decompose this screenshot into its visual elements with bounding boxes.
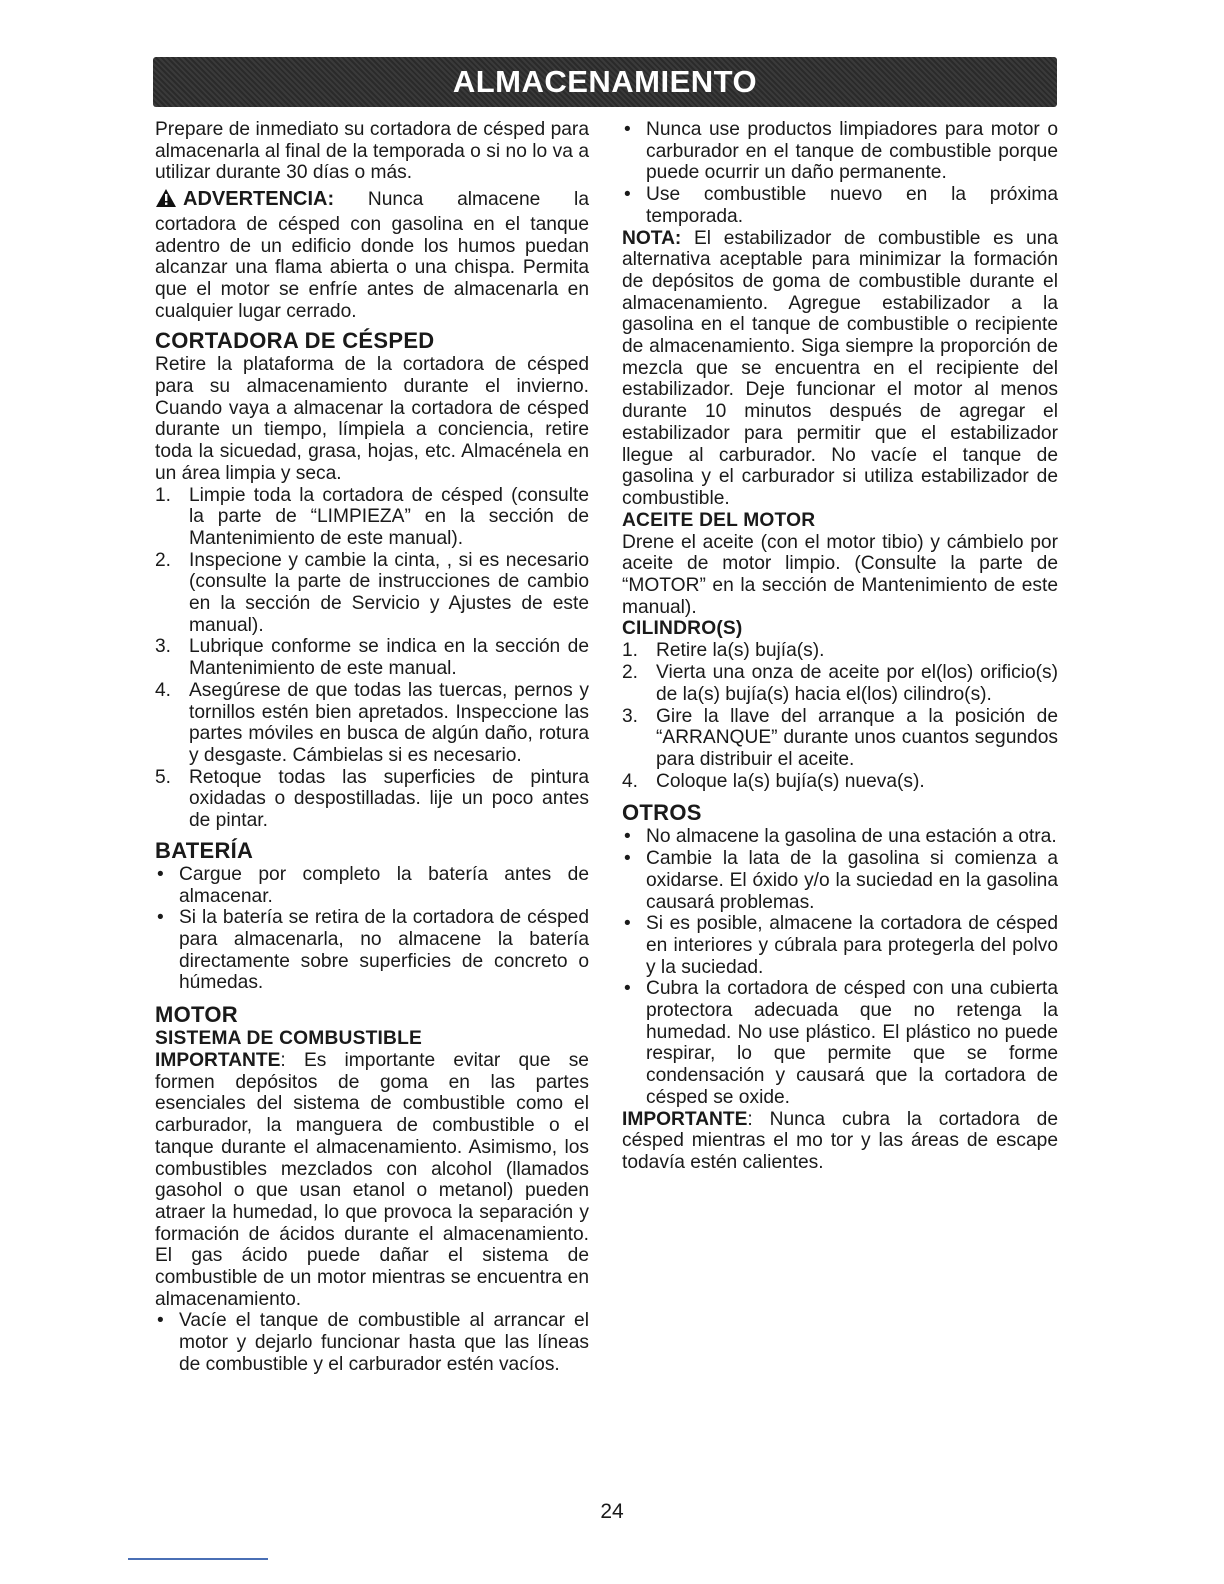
cylinders-heading: CILINDRO(S) [622,618,743,640]
list-item: 2. Inspecione y cambie la cinta, , si es necesario (consulte la parte de instrucciones de cambio en la sección de Servicio y Ajustes de este manual). [155,549,589,636]
others-heading: OTROS [622,800,702,826]
warning-text: Nunca almacene la cortadora de césped con gasolina en el tanque adentro de un edificio donde los humos puedan alcanzar una flama abierta o una chispa. Permita que el motor se enfríe antes de almacenarla en cualquier lugar cerrado. [155,189,589,322]
fuel-system-heading: SISTEMA DE COMBUSTIBLE [155,1028,422,1050]
right-column [622,119,1058,1174]
bullet-icon: • [624,119,631,140]
list-item: • No almacene la gasolina de una estación a otra. [624,826,1057,848]
list-item: 5. Retoque todas las superficies de pintura oxidadas o despostilladas. lije un poco antes de pintar. [155,766,589,832]
left-column [155,119,589,1376]
bullet-icon: • [157,907,164,929]
bullet-icon: • [157,1310,164,1332]
others-important-paragraph: IMPORTANTE: Nunca cubra la cortadora de césped mientras el mo tor y las áreas de escape todavía estén calientes. [622,1108,1058,1173]
list-item: • Cubra la cortadora de césped con una cubierta protectora adecuada que no retenga la humedad. No use plástico. El plástico no puede respirar, lo que permite que se forme condensación y causará que la cortadora de césped se oxide. [624,978,1058,1108]
list-item: • Use combustible nuevo en la próxima temporada. [624,184,1058,227]
list-item: 1. Retire la(s) bujía(s). [622,640,825,662]
nota-label: NOTA: [622,227,682,249]
warning-triangle-icon [155,188,177,214]
mower-steps [155,485,589,832]
list-item: • Cambie la lata de la gasolina si comienza a oxidarse. El óxido y/o la suciedad en la gasolina causará problemas. [624,848,1058,913]
list-item: 3. Lubrique conforme se indica en la sección de Mantenimiento de este manual. [155,636,589,680]
list-item: • Cargue por completo la batería antes de almacenar. [157,863,589,907]
engine-oil-heading: ACEITE DEL MOTOR [622,509,816,531]
engine-oil-paragraph: Drene el aceite (con el motor tibio) y cámbielo por aceite de motor limpio. (Consulte la parte de “MOTOR” en la sección de Mantenimiento de este manual). [622,531,1058,618]
footer-rule [128,1558,268,1560]
nota-paragraph: NOTA: El estabilizador de combustible es una alternativa aceptable para minimizar la formación de depósitos de goma de combustible durante el almacenamiento. Agregue estabilizador a la gasolina en el tanque de combustible o recipiente de almacenamiento. Siga siempre la proporción de mezcla que se encuentra en el recipiente del estabilizador. Deje funcionar el motor al menos durante 10 minutos después de agregar el estabilizador para permitir que el estabilizador llegue al carburador. No vacíe el tanque de gasolina y el carburador si utiliza estabilizador de combustible. [622,227,1058,509]
battery-heading: BATERÍA [155,837,254,863]
section-banner [153,57,1057,107]
bullet-icon: • [624,848,631,870]
fuel-important-paragraph: IMPORTANTE: Es importante evitar que se formen depósitos de goma en las partes esenciales del sistema de combustible como el carburador, la manguera de combustible o el tanque durante el almacenamiento. Asimismo, los combustibles mezclados con alcohol (llamados gasohol o que usan etanol o metanol) pueden atraer la humedad, lo que provoca la separación y formación de ácidos durante el almacenamiento. El gas ácido puede dañar el sistema de combustible de un motor mientras se encuentra en almacenamiento. [155,1050,589,1310]
warning-label: ADVERTENCIA: [183,188,335,211]
warning-paragraph [155,188,589,322]
bullet-icon: • [624,978,631,1000]
mower-intro: Retire la plataforma de la cortadora de césped para su almacenamiento durante el invierno. Cuando vaya a almacenar la cortadora de césped durante un tiempo, límpiela a conciencia, retire toda la sicuedad, grasa, hojas, etc. Almacénela en un área limpia y seca. [155,354,589,484]
motor-heading: MOTOR [155,1002,238,1028]
page-number: 24 [600,1500,624,1523]
list-item: 1. Limpie toda la cortadora de césped (consulte la parte de “LIMPIEZA” en la sección de Mantenimiento de este manual). [155,484,589,549]
list-item: • Nunca use productos limpiadores para motor o carburador en el tanque de combustible porque puede ocurrir un daño permanente. [624,119,1058,184]
intro-paragraph: Prepare de inmediato su cortadora de césped para almacenarla al final de la temporada o si no lo va a utilizar durante 30 días o más. [155,119,589,184]
list-item: 3. Gire la llave del arranque a la posición de “ARRANQUE” durante unos cuantos segundos para distribuir el aceite. [622,705,1058,770]
important-label: IMPORTANTE [155,1050,281,1072]
list-item: • Si es posible, almacene la cortadora de césped en interiores y cúbrala para protegerla del polvo y la suciedad. [624,913,1058,978]
bullet-icon: • [157,863,164,885]
list-item: 4. Asegúrese de que todas las tuercas, pernos y tornillos estén bien apretados. Inspeccione las partes móviles en busca de algún daño, rotura y desgaste. Cámbielas si es necesario. [155,679,589,766]
bullet-icon: • [624,184,631,206]
list-item: 4. Coloque la(s) bujía(s) nueva(s). [622,770,925,792]
bullet-icon: • [624,826,631,848]
list-item: • Si la batería se retira de la cortadora de césped para almacenarla, no almacene la batería directamente sobre superficies de concreto o húmedas. [157,907,589,994]
mower-heading: CORTADORA DE CÉSPED [155,328,435,354]
list-item: 2. Vierta una onza de aceite por el(los) orificio(s) de la(s) bujía(s) hacia el(los) cilindro(s). [622,662,1058,705]
list-item: • Vacíe el tanque de combustible al arrancar el motor y dejarlo funcionar hasta que las líneas de combustible y el carburador estén vacíos. [157,1310,589,1375]
cylinder-steps [622,640,1058,792]
page-title: ALMACENAMIENTO [452,64,758,99]
important-label: IMPORTANTE [622,1108,748,1130]
bullet-icon: • [624,913,631,935]
